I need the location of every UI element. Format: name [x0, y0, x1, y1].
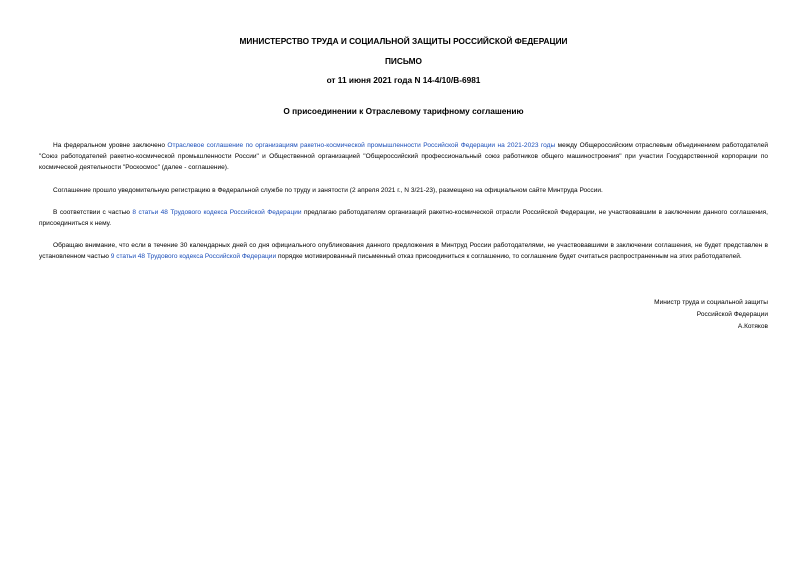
document-date-number: от 11 июня 2021 года N 14-4/10/В-6981: [326, 75, 481, 85]
paragraph-1-text-start: На федеральном уровне заключено: [53, 142, 168, 149]
ministry-title: МИНИСТЕРСТВО ТРУДА И СОЦИАЛЬНОЙ ЗАЩИТЫ РОССИЙСКОЙ ФЕДЕРАЦИИ: [239, 36, 568, 46]
paragraph-1-text-end: между Общероссийским отраслевым объединением работодателей "Союз работодателей ракетно-космической промышленности России" и Общественной организацией "Общероссийский профессиональный союз работников общего машиностроения" при участии Государственной корпорации по космической деятельности "Роскосмос" (далее - соглашение).: [39, 142, 769, 172]
paragraph-4-text-start: Обращаю внимание, что если в течение 30 календарных дней со дня официального опубликования данного предложения в Минтруд России работодателями, не участвовавшими в заключении соглашения, не будет представлен в установленном частью: [39, 242, 768, 261]
paragraph-3-text-end: предлагаю работодателям организаций ракетно-космической отрасли Российской Федерации, не участвовавшим в заключении данного соглашения, присоединиться к нему.: [39, 209, 768, 228]
document-type: ПИСЬМО: [384, 56, 423, 66]
document-subject: О присоединении к Отраслевому тарифному соглашению: [283, 106, 524, 116]
paragraph-4: [39, 240, 768, 262]
signatory-position: Министр труда и социальной защиты: [654, 299, 768, 306]
paragraph-3-text-start: В соответствии с частью: [53, 209, 133, 216]
paragraph-3: [39, 207, 768, 229]
paragraph-2: [39, 185, 768, 196]
paragraph-1: [39, 140, 768, 174]
signatory-name: А.Котяков: [737, 323, 768, 330]
paragraph-2-text: Соглашение прошло уведомительную регистрацию в Федеральной службе по труду и занятости (2 апреля 2021 г., N 3/21-23), размещено на официальном сайте Минтруда России.: [53, 187, 603, 194]
agreement-link[interactable]: Отраслевое соглашение по организациям ракетно-космической промышленности Российской Федерации на 2021-2023 годы: [167, 142, 556, 149]
signature-block: [654, 297, 768, 333]
paragraph-4-text-end: порядке мотивированный письменный отказ присоединиться к соглашению, то соглашение будет считаться распространенным на этих работодателей.: [276, 253, 742, 261]
labor-code-article-48-part-9-link[interactable]: 9 статьи 48 Трудового кодекса Российской Федерации: [110, 253, 277, 261]
labor-code-article-48-part-8-link[interactable]: 8 статьи 48 Трудового кодекса Российской Федерации: [132, 209, 302, 216]
signatory-country: Российской Федерации: [696, 311, 768, 318]
